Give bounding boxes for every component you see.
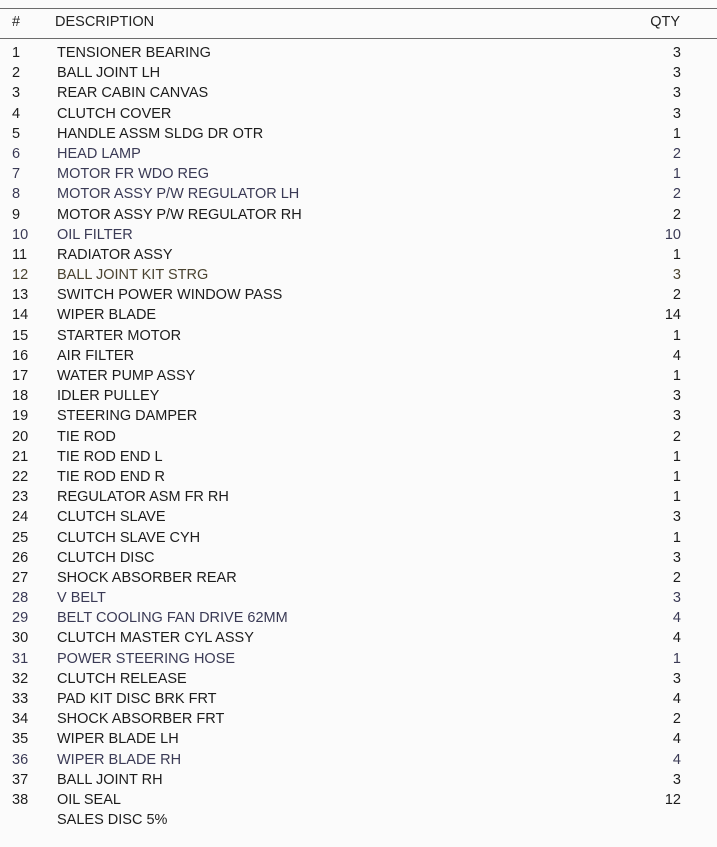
table-row xyxy=(0,104,717,124)
row-description: IDLER PULLEY xyxy=(57,388,160,405)
row-number: 14 xyxy=(12,307,29,324)
row-qty: 3 xyxy=(672,509,681,526)
table-row xyxy=(0,628,717,648)
table-row xyxy=(0,366,717,386)
row-number: 12 xyxy=(12,267,29,284)
row-number: 10 xyxy=(12,226,29,243)
row-qty: 1 xyxy=(672,125,681,142)
row-number: 29 xyxy=(12,610,29,627)
row-description: SHOCK ABSORBER REAR xyxy=(57,569,237,586)
row-qty: 1 xyxy=(672,368,681,384)
row-number: 27 xyxy=(12,569,29,586)
table-row xyxy=(0,669,717,689)
row-qty: 3 xyxy=(672,65,681,82)
table-row xyxy=(0,124,717,144)
row-number: 28 xyxy=(12,590,29,607)
table-row xyxy=(0,205,717,225)
row-number: 5 xyxy=(12,125,21,142)
row-qty: 1 xyxy=(672,448,681,465)
row-description: MOTOR ASSY P/W REGULATOR RH xyxy=(57,206,302,223)
table-row xyxy=(0,63,717,83)
row-number: 21 xyxy=(12,448,29,465)
row-number: 38 xyxy=(12,791,29,808)
row-description: CLUTCH SLAVE CYH xyxy=(57,529,201,546)
row-qty: 2 xyxy=(672,206,681,223)
row-qty: 4 xyxy=(672,610,681,627)
row-number: 16 xyxy=(12,347,29,364)
row-qty: 1 xyxy=(672,650,681,667)
row-qty: 2 xyxy=(672,287,681,304)
row-number: 6 xyxy=(12,145,21,162)
row-qty: 4 xyxy=(672,691,681,707)
table-row xyxy=(0,164,717,184)
row-qty: 3 xyxy=(672,408,681,425)
row-number: 11 xyxy=(12,246,28,263)
row-description: TIE ROD END R xyxy=(57,468,165,485)
table-row xyxy=(0,568,717,588)
row-description: OIL SEAL xyxy=(57,791,121,808)
header-qty: QTY xyxy=(650,14,680,30)
table-row xyxy=(0,770,717,790)
row-number: 25 xyxy=(12,529,29,546)
row-description: BALL JOINT RH xyxy=(57,771,163,788)
row-qty: 3 xyxy=(672,267,681,284)
row-qty: 4 xyxy=(672,751,681,768)
row-description: BELT COOLING FAN DRIVE 62MM xyxy=(57,610,288,627)
row-qty: 4 xyxy=(672,731,681,748)
row-description: REAR CABIN CANVAS xyxy=(57,85,209,102)
row-qty: 3 xyxy=(672,105,681,122)
table-row xyxy=(0,265,717,285)
row-description: TIE ROD xyxy=(57,428,116,445)
row-description: CLUTCH DISC xyxy=(57,549,155,566)
row-number: 13 xyxy=(12,287,29,304)
row-qty: 3 xyxy=(672,549,681,566)
row-qty: 2 xyxy=(672,711,681,728)
row-description: TIE ROD END L xyxy=(57,448,163,465)
row-qty: 4 xyxy=(672,347,681,364)
row-qty: 3 xyxy=(672,45,681,61)
row-description: WATER PUMP ASSY xyxy=(57,368,196,384)
row-number: 18 xyxy=(12,388,29,405)
row-description: BALL JOINT LH xyxy=(57,65,161,82)
row-description: PAD KIT DISC BRK FRT xyxy=(57,691,217,707)
row-description: CLUTCH RELEASE xyxy=(57,670,187,687)
row-qty: 2 xyxy=(672,145,681,162)
table-row xyxy=(0,346,717,366)
row-number: 9 xyxy=(12,206,21,223)
row-description: WIPER BLADE xyxy=(57,307,157,324)
row-qty: 12 xyxy=(664,791,681,808)
row-number: 2 xyxy=(12,65,21,82)
table-row xyxy=(0,689,717,709)
row-qty: 3 xyxy=(672,85,681,102)
table-row xyxy=(0,507,717,527)
table-row xyxy=(0,326,717,346)
row-number: 4 xyxy=(12,105,21,122)
row-number: 32 xyxy=(12,670,29,687)
row-qty: 1 xyxy=(672,468,681,485)
row-number: 30 xyxy=(12,630,29,647)
row-number: 34 xyxy=(12,711,29,728)
row-description: TENSIONER BEARING xyxy=(57,45,211,61)
row-number: 36 xyxy=(12,751,29,768)
table-row xyxy=(0,649,717,669)
row-qty: 1 xyxy=(672,529,681,546)
row-qty: 3 xyxy=(672,388,681,405)
row-number: 8 xyxy=(12,186,21,203)
row-description: OIL FILTER xyxy=(57,226,133,243)
top-rule xyxy=(0,8,717,9)
table-row xyxy=(0,406,717,426)
table-row xyxy=(0,144,717,164)
table-row xyxy=(0,528,717,548)
table-row xyxy=(0,790,717,810)
row-qty: 4 xyxy=(672,630,681,647)
row-description: CLUTCH MASTER CYL ASSY xyxy=(57,630,254,647)
table-row xyxy=(0,245,717,265)
row-number: 20 xyxy=(12,428,29,445)
row-number: 22 xyxy=(12,468,29,485)
row-description: HANDLE ASSM SLDG DR OTR xyxy=(57,125,264,142)
row-number: 3 xyxy=(12,85,21,102)
row-qty: 2 xyxy=(672,428,681,445)
table-row xyxy=(0,305,717,325)
table-row xyxy=(0,467,717,487)
row-number: 1 xyxy=(12,45,21,61)
row-description: WIPER BLADE LH xyxy=(57,731,179,748)
row-number: 31 xyxy=(12,650,29,667)
row-description: MOTOR FR WDO REG xyxy=(57,166,209,183)
header-rule xyxy=(0,38,717,39)
row-description: BALL JOINT KIT STRG xyxy=(57,267,209,284)
table-row xyxy=(0,750,717,770)
row-number: 19 xyxy=(12,408,29,425)
table-row xyxy=(0,447,717,467)
table-row xyxy=(0,427,717,447)
table-body xyxy=(0,43,717,810)
row-number: 7 xyxy=(12,166,21,183)
row-number: 26 xyxy=(12,549,29,566)
row-number: 35 xyxy=(12,731,29,748)
row-number: 17 xyxy=(12,368,29,384)
row-number: 37 xyxy=(12,771,29,788)
row-qty: 10 xyxy=(664,226,681,243)
row-description: WIPER BLADE RH xyxy=(57,751,182,768)
table-row xyxy=(0,608,717,628)
row-description: REGULATOR ASM FR RH xyxy=(57,489,229,506)
row-qty: 1 xyxy=(672,246,681,263)
row-description: V BELT xyxy=(57,590,106,607)
table-row xyxy=(0,729,717,749)
row-number: 33 xyxy=(12,691,29,707)
row-description: CLUTCH COVER xyxy=(57,105,172,122)
table-row xyxy=(0,184,717,204)
row-number: 23 xyxy=(12,489,29,506)
header-number: # xyxy=(12,14,21,30)
header-description: DESCRIPTION xyxy=(55,14,155,30)
table-row xyxy=(0,43,717,63)
table-row xyxy=(0,548,717,568)
row-description: SHOCK ABSORBER FRT xyxy=(57,711,225,728)
row-qty: 1 xyxy=(672,166,681,183)
row-description: RADIATOR ASSY xyxy=(57,246,173,263)
row-description: STEERING DAMPER xyxy=(57,408,198,425)
table-row xyxy=(0,588,717,608)
row-description: STARTER MOTOR xyxy=(57,327,182,344)
row-description: SWITCH POWER WINDOW PASS xyxy=(57,287,283,304)
row-qty: 3 xyxy=(672,670,681,687)
row-qty: 14 xyxy=(664,307,681,324)
row-qty: 2 xyxy=(672,186,681,203)
row-qty: 3 xyxy=(672,590,681,607)
row-qty: 3 xyxy=(672,771,681,788)
row-description: MOTOR ASSY P/W REGULATOR LH xyxy=(57,186,300,203)
table-header xyxy=(0,10,717,36)
table-row xyxy=(0,83,717,103)
table-row xyxy=(0,487,717,507)
row-description: POWER STEERING HOSE xyxy=(57,650,236,667)
table-row xyxy=(0,285,717,305)
row-description: HEAD LAMP xyxy=(57,145,141,162)
row-qty: 1 xyxy=(672,489,681,506)
row-number: 24 xyxy=(12,509,29,526)
row-number: 15 xyxy=(12,327,29,344)
row-description: CLUTCH SLAVE xyxy=(57,509,166,526)
sales-discount-row: SALES DISC 5% xyxy=(57,812,168,828)
table-row xyxy=(0,225,717,245)
row-description: AIR FILTER xyxy=(57,347,135,364)
table-row xyxy=(0,386,717,406)
table-row xyxy=(0,709,717,729)
row-qty: 1 xyxy=(672,327,681,344)
row-qty: 2 xyxy=(672,569,681,586)
